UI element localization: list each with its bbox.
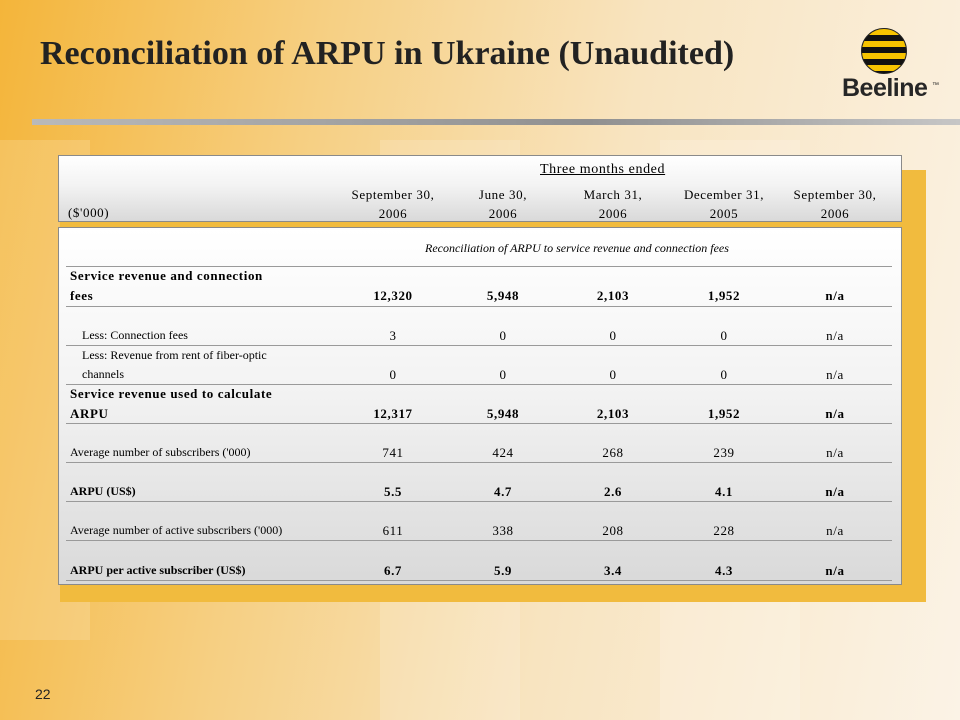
table-cell: 239 (713, 445, 735, 460)
table-cell: 2.6 (603, 484, 623, 499)
column-header (775, 185, 895, 223)
column-header-date: June 30, (478, 187, 528, 202)
row-divider (66, 306, 892, 307)
table-cell: 424 (492, 445, 514, 460)
table-cell: 0 (499, 328, 507, 343)
row-divider (66, 266, 892, 267)
table-cell: 0 (609, 328, 617, 343)
row-divider (66, 384, 892, 385)
table-cell: 4.7 (493, 484, 513, 499)
table-cell: n/a (826, 328, 844, 343)
table-cell: 5.5 (383, 484, 403, 499)
table-cell: n/a (825, 406, 845, 421)
row-divider (66, 462, 892, 463)
table-cell: 2,103 (596, 406, 630, 421)
column-header-year: 2006 (820, 206, 850, 221)
table-cell: 0 (720, 328, 728, 343)
table-cell: 741 (382, 445, 404, 460)
table-cell: 0 (389, 367, 397, 382)
row-label: Service revenue and connection (70, 268, 263, 283)
table-cell: 0 (499, 367, 507, 382)
table-cell: 611 (382, 523, 404, 538)
table-cell: n/a (826, 445, 844, 460)
column-header-date: March 31, (583, 187, 643, 202)
group-header: Three months ended (540, 162, 666, 177)
column-header-year: 2006 (488, 206, 518, 221)
table-cell: 4.1 (714, 484, 734, 499)
column-header (553, 185, 673, 223)
table-cell: n/a (825, 288, 845, 303)
row-label: Average number of active subscribers ('000) (70, 523, 283, 537)
column-header (333, 185, 453, 223)
column-header-date: December 31, (683, 187, 765, 202)
row-label: channels (82, 367, 124, 381)
column-header-date: September 30, (793, 187, 877, 202)
row-label: Service revenue used to calculate (70, 386, 273, 401)
table-cell: 2,103 (596, 288, 630, 303)
row-divider (66, 423, 892, 424)
table-cell: 1,952 (707, 288, 741, 303)
table-cell: 5.9 (493, 563, 513, 578)
table-cell: 12,320 (373, 288, 413, 303)
column-header-year: 2006 (598, 206, 628, 221)
table-cell: 6.7 (383, 563, 403, 578)
column-header-year: 2006 (378, 206, 408, 221)
section-caption: Reconciliation of ARPU to service revenue and connection fees (425, 241, 729, 255)
row-divider (66, 580, 892, 581)
unit-label: ($'000) (68, 205, 110, 220)
table-cell: 208 (602, 523, 624, 538)
row-label: fees (70, 288, 94, 303)
table-cell: n/a (826, 367, 844, 382)
title-divider (32, 119, 960, 125)
table-cell: 12,317 (373, 406, 413, 421)
row-divider (66, 540, 892, 541)
page-title: Reconciliation of ARPU in Ukraine (Unaudited) (40, 35, 735, 72)
row-divider (66, 501, 892, 502)
table-cell: 268 (602, 445, 624, 460)
table-cell: n/a (825, 484, 845, 499)
column-header (443, 185, 563, 223)
beeline-logo (842, 28, 942, 108)
logo-trademark: ™ (932, 82, 939, 89)
table-cell: 0 (720, 367, 728, 382)
row-label: Less: Revenue from rent of fiber-optic (82, 348, 267, 362)
table-cell: 3 (389, 328, 397, 343)
table-cell: 3.4 (603, 563, 623, 578)
column-header (664, 185, 784, 223)
table-cell: 0 (609, 367, 617, 382)
page-number: 22 (35, 686, 51, 702)
row-label: ARPU (US$) (70, 484, 136, 498)
table-cell: 338 (492, 523, 514, 538)
table-cell: n/a (825, 563, 845, 578)
row-label: ARPU (70, 406, 109, 421)
table-cell: 5,948 (486, 406, 520, 421)
table-cell: 228 (713, 523, 735, 538)
row-divider (66, 345, 892, 346)
column-header-year: 2005 (709, 206, 739, 221)
row-label: ARPU per active subscriber (US$) (70, 563, 246, 577)
table-cell: 5,948 (486, 288, 520, 303)
table-cell: n/a (826, 523, 844, 538)
table-cell: 1,952 (707, 406, 741, 421)
row-label: Less: Connection fees (82, 328, 188, 342)
logo-text: Beeline (842, 74, 928, 102)
row-label: Average number of subscribers ('000) (70, 445, 251, 459)
column-header-date: September 30, (351, 187, 435, 202)
table-cell: 4.3 (714, 563, 734, 578)
bee-stripes-icon (861, 28, 907, 74)
